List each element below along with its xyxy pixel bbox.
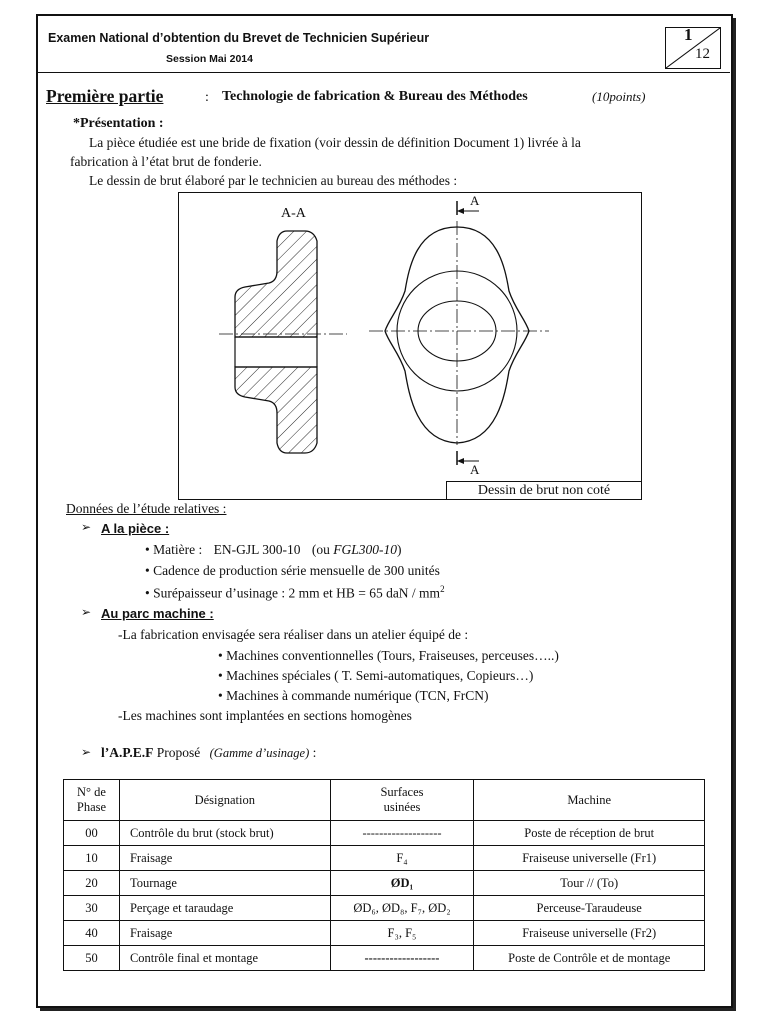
apef-table — [63, 779, 705, 971]
cell-designation: Perçage et taraudage — [119, 896, 330, 921]
parc-item — [218, 648, 559, 664]
surepaisseur-exponent: 2 — [440, 584, 445, 594]
cell-surfaces: ------------------- — [330, 821, 474, 846]
cell-designation: Contrôle final et montage — [119, 946, 330, 971]
cell-designation: Fraisage — [119, 921, 330, 946]
header-designation: Désignation — [119, 780, 330, 821]
parc-heading: Au parc machine : — [101, 606, 214, 621]
cut-label-bottom: A — [470, 462, 480, 477]
casting-drawing — [178, 192, 642, 500]
header-surfaces-line2: usinées — [383, 800, 421, 814]
matiere-alt-prefix: (ou — [311, 542, 330, 557]
apef-heading-plain: Proposé — [156, 745, 201, 760]
casting-drawing-svg — [179, 193, 641, 499]
session-label: Session Mai 2014 — [166, 53, 253, 65]
arrow-bullet-icon: ➢ — [81, 520, 92, 534]
cell-surfaces: F₄ — [330, 846, 474, 871]
matiere-value: EN-GJL 300-10 — [213, 542, 301, 557]
presentation-line-1: La pièce étudiée est une bride de fixation (voir dessin de définition Document 1) livrée à la — [89, 135, 581, 150]
cell-machine: Poste de Contrôle et de montage — [474, 946, 705, 971]
header-phase-line1: N° de — [77, 785, 106, 799]
cut-arrowhead-top — [457, 208, 464, 214]
cadence-text: Cadence de production série mensuelle de 300 unités — [153, 563, 440, 578]
cut-label-top: A — [470, 193, 480, 208]
cell-machine: Fraiseuse universelle (Fr2) — [474, 921, 705, 946]
parc-item-label: Machines à commande numérique (TCN, FrCN) — [226, 688, 489, 703]
cell-phase: 30 — [64, 896, 120, 921]
header-phase-line2: Phase — [76, 800, 107, 814]
apef-heading-italic: (Gamme d’usinage) — [209, 746, 310, 760]
page-number: 1 — [684, 25, 693, 44]
table-row — [64, 946, 705, 971]
header-machine: Machine — [474, 780, 705, 821]
part-separator: : — [205, 90, 209, 105]
bullet-dot-icon: • — [218, 688, 227, 703]
arrow-bullet-icon: ➢ — [81, 605, 92, 619]
apef-heading — [101, 745, 316, 761]
parc-item-label: Machines spéciales ( T. Semi-automatiques, Copieurs…) — [226, 668, 534, 683]
cell-machine: Poste de réception de brut — [474, 821, 705, 846]
matiere-label: Matière : — [153, 542, 203, 557]
part-points: (10points) — [592, 89, 646, 104]
part-title: Première partie — [46, 86, 164, 106]
data-heading: Données de l’étude relatives : — [66, 501, 227, 516]
surepaisseur-text: Surépaisseur d’usinage : 2 mm et HB = 65 daN / mm — [153, 585, 441, 601]
cell-machine: Perceuse-Taraudeuse — [474, 896, 705, 921]
header-phase — [64, 780, 120, 821]
table-row — [64, 871, 705, 896]
cell-surfaces: ØD₆, ØD₈, F₇, ØD₂ — [330, 896, 474, 921]
section-label: A-A — [281, 206, 306, 221]
table-row — [64, 921, 705, 946]
part-subtitle: Technologie de fabrication & Bureau des Méthodes — [222, 89, 528, 104]
cell-surfaces: ------------------ — [330, 946, 474, 971]
apef-heading-bold: l’A.P.E.F — [101, 745, 154, 760]
parc-item — [218, 668, 533, 684]
presentation-heading: *Présentation : — [73, 116, 164, 131]
piece-heading: A la pièce : — [101, 521, 170, 536]
table-header-row — [64, 780, 705, 821]
page-total: 12 — [695, 46, 710, 62]
cell-phase: 20 — [64, 871, 120, 896]
cell-phase: 50 — [64, 946, 120, 971]
table-row — [64, 846, 705, 871]
parc-intro: -La fabrication envisagée sera réaliser dans un atelier équipé de : — [118, 627, 469, 642]
parc-item — [218, 688, 489, 704]
bullet-dot-icon: • — [145, 563, 154, 578]
cell-designation: Contrôle du brut (stock brut) — [119, 821, 330, 846]
cell-phase: 00 — [64, 821, 120, 846]
bullet-dot-icon: • — [218, 668, 227, 683]
table-row — [64, 821, 705, 846]
cut-arrowhead-bottom — [457, 458, 464, 464]
presentation-line-2: fabrication à l’état brut de fonderie. — [70, 154, 262, 169]
cell-machine: Fraiseuse universelle (Fr1) — [474, 846, 705, 871]
piece-cadence — [145, 563, 440, 579]
section-upper-hatch — [235, 231, 317, 337]
bullet-dot-icon: • — [145, 585, 154, 601]
matiere-alt: FGL300-10 — [333, 542, 397, 557]
presentation-line-3: Le dessin de brut élaboré par le technicien au bureau des méthodes : — [89, 173, 458, 188]
parc-outro: -Les machines sont implantées en sections homogènes — [118, 708, 412, 723]
cell-machine: Tour // (To) — [474, 871, 705, 896]
bullet-dot-icon: • — [218, 648, 227, 663]
parc-item-label: Machines conventionnelles (Tours, Fraiseuses, perceuses…..) — [226, 648, 559, 663]
page-number-diagonal — [666, 28, 720, 68]
cell-surfaces: F₃, F₅ — [330, 921, 474, 946]
drawing-caption: Dessin de brut non coté — [446, 481, 641, 499]
piece-surepaisseur — [145, 584, 445, 602]
page-number-box — [665, 27, 721, 69]
header-surfaces — [330, 780, 474, 821]
section-lower-hatch — [235, 367, 317, 453]
cell-designation: Tournage — [119, 871, 330, 896]
cell-designation: Fraisage — [119, 846, 330, 871]
bullet-dot-icon: • — [145, 542, 154, 557]
exam-title: Examen National d’obtention du Brevet de Technicien Supérieur — [48, 31, 430, 45]
apef-heading-colon: : — [312, 745, 317, 760]
arrow-bullet-icon: ➢ — [81, 745, 92, 759]
cell-phase: 10 — [64, 846, 120, 871]
cell-phase: 40 — [64, 921, 120, 946]
piece-matiere — [145, 542, 401, 558]
matiere-alt-suffix: ) — [396, 542, 402, 557]
cell-surfaces: ØD₁ — [330, 871, 474, 896]
header-surfaces-line1: Surfaces — [380, 785, 424, 799]
table-row — [64, 896, 705, 921]
header-divider — [37, 72, 730, 73]
